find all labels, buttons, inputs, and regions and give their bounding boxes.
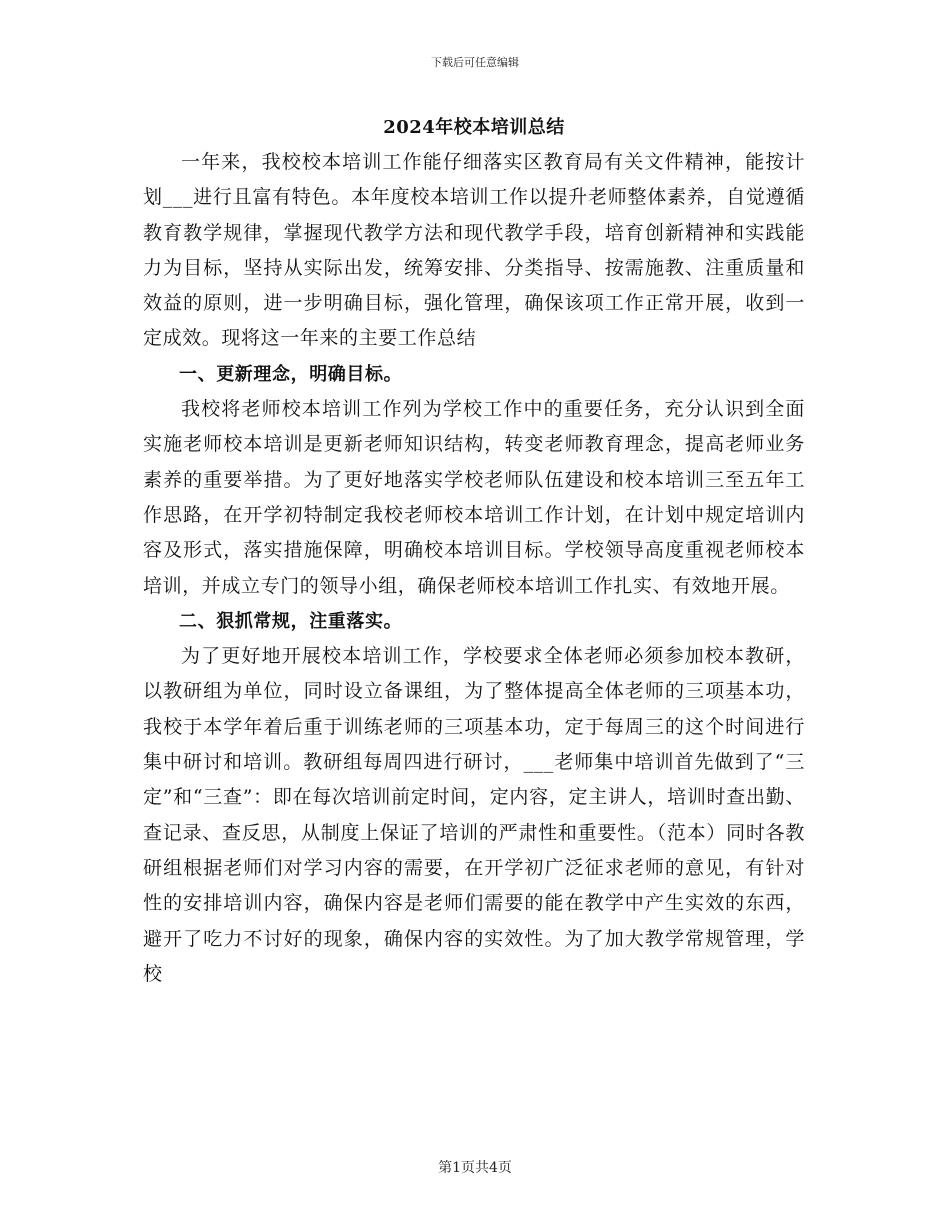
- section-2-paragraph: 为了更好地开展校本培训工作，学校要求全体老师必须参加校本教研，以教研组为单位，同时设立备课组，为了整体提高全体老师的三项基本功，我校于本学年着后重于训练老师的三项基本功，定于每周三的这个时间进行集中研讨和培训。教研组每周四进行研讨，___老师集中培训首先做到了“三定”和“三查”：即在每次培训前定时间，定内容，定主讲人，培训时查出勤、查记录、查反思，从制度上保证了培训的严肃性和重要性。（范本）同时各教研组根据老师们对学习内容的需要，在开学初广泛征求老师的意见，有针对性的安排培训内容，确保内容是老师们需要的能在教学中产生实效的东西，避开了吃力不讨好的现象，确保内容的实效性。为了加大教学常规管理，学校: [143, 645, 805, 985]
- page-footer-number: 第1页共4页: [438, 1160, 512, 1176]
- page-header-note: 下载后可任意编辑: [431, 56, 519, 69]
- document-title: 2024年校本培训总结: [383, 117, 565, 138]
- intro-paragraph: 一年来，我校校本培训工作能仔细落实区教育局有关文件精神，能按计划___进行且富有特色。本年度校本培训工作以提升老师整体素养，自觉遵循教育教学规律，掌握现代教学方法和现代教学手段，培育创新精神和实践能力为目标，坚持从实际出发，统筹安排、分类指导、按需施教、注重质量和效益的原则，进一步明确目标，强化管理，确保该项工作正常开展，收到一定成效。现将这一年来的主要工作总结: [143, 151, 805, 350]
- section-heading-2: 二、狠抓常规，注重落实。: [179, 610, 403, 632]
- section-heading-1: 一、更新理念，明确目标。: [179, 363, 403, 385]
- document-body: [143, 110, 805, 992]
- section-1-paragraph: 我校将老师校本培训工作列为学校工作中的重要任务，充分认识到全面实施老师校本培训是更新老师知识结构，转变老师教育理念，提高老师业务素养的重要举措。为了更好地落实学校老师队伍建设和校本培训三至五年工作思路，在开学初特制定我校老师校本培训工作计划，在计划中规定培训内容及形式，落实措施保障，明确校本培训目标。学校领导高度重视老师校本培训，并成立专门的领导小组，确保老师校本培训工作扎实、有效地开展。: [143, 398, 805, 597]
